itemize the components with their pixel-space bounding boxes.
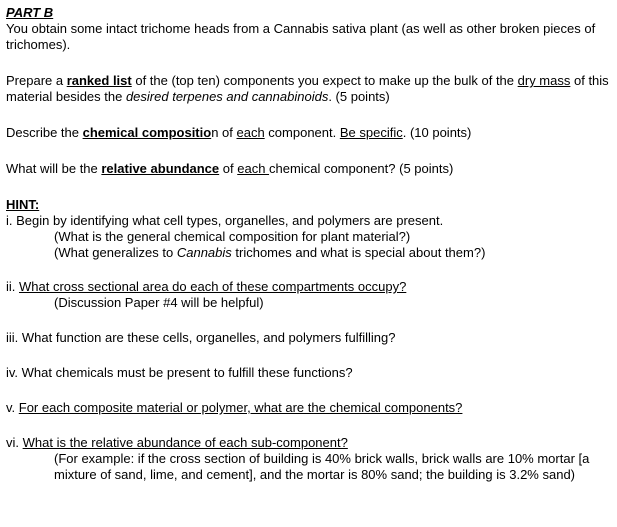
- each-emphasis: each: [236, 125, 265, 140]
- chemical-composition-emphasis: chemical compositio: [82, 125, 212, 140]
- hint-iv: iv. What chemicals must be present to fulfill these functions?: [6, 365, 353, 380]
- terpenes-emphasis: desired terpenes and cannabinoids: [125, 89, 329, 104]
- hint-v: v. For each composite material or polymer, what are the chemical components?: [6, 400, 463, 415]
- question-relative-abundance: What will be the relative abundance of each chemical component? (5 points): [6, 161, 454, 176]
- hint-i: i. Begin by identifying what cell types, organelles, and polymers are present.: [6, 213, 444, 228]
- dry-mass-emphasis: dry mass: [517, 73, 571, 88]
- intro-paragraph: You obtain some intact trichome heads from a Cannabis sativa plant (as well as other broken pieces of trichomes).: [6, 21, 596, 52]
- question-chemical-composition: Describe the chemical composition of each component. Be specific. (10 points): [6, 125, 472, 140]
- relative-abundance-emphasis: relative abundance: [101, 161, 220, 176]
- hint-ii: ii. What cross sectional area do each of these compartments occupy?: [6, 279, 407, 294]
- hint-i-sub1: (What is the general chemical composition for plant material?): [54, 229, 411, 244]
- each-emphasis-2: each: [237, 161, 270, 176]
- hint-ii-sub: (Discussion Paper #4 will be helpful): [54, 295, 264, 310]
- document-page: [6, 5, 610, 483]
- ranked-list-emphasis: ranked list: [66, 73, 132, 88]
- hint-heading: HINT:: [6, 197, 40, 212]
- hint-i-sub2: (What generalizes to Cannabis trichomes and what is special about them?): [54, 245, 486, 260]
- be-specific-emphasis: Be specific: [339, 125, 403, 140]
- hint-iii: iii. What function are these cells, organelles, and polymers fulfilling?: [6, 330, 396, 345]
- question-ranked-list: Prepare a ranked list of the (top ten) components you expect to make up the bulk of the dry mass of this material besides the desired terpenes and cannabinoids. (5 points): [6, 73, 609, 104]
- hint-vi-sub: (For example: if the cross section of building is 40% brick walls, brick walls are 10% mortar [a mixture of sand, lime, and cement], and the mortar is 80% sand; the building is 3.2% sand): [54, 451, 590, 482]
- part-title: PART B: [6, 5, 54, 20]
- hint-vi: vi. What is the relative abundance of each sub-component?: [6, 435, 348, 450]
